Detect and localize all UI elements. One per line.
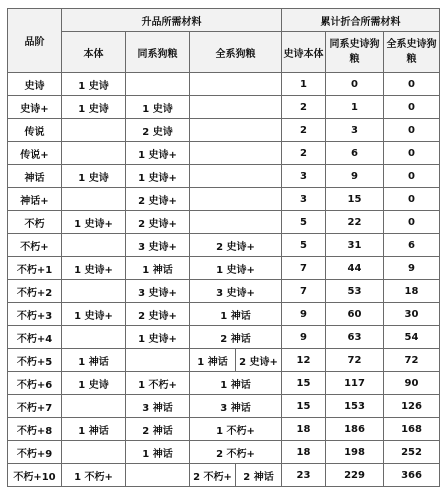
grade-cell: 不朽+6 (8, 372, 62, 395)
header-same-fodder: 同系狗粮 (126, 32, 190, 73)
all-fodder-cell: 2 不朽+ (190, 441, 282, 464)
cum-same-fodder-cell: 153 (326, 395, 384, 418)
grade-cell: 不朽+10 (8, 464, 62, 487)
cum-same-fodder-cell: 15 (326, 188, 384, 211)
cum-base-cell: 7 (282, 257, 326, 280)
base-cell (62, 119, 126, 142)
table-row (8, 303, 440, 326)
material-table-container (7, 8, 439, 487)
cum-all-fodder-cell: 9 (384, 257, 440, 280)
same-fodder-cell: 2 史诗+ (126, 188, 190, 211)
base-cell: 1 不朽+ (62, 464, 126, 487)
same-fodder-cell (126, 349, 190, 372)
table-row (8, 257, 440, 280)
cum-all-fodder-cell: 30 (384, 303, 440, 326)
all-fodder-cell-b: 2 神话 (236, 464, 282, 487)
base-cell: 1 史诗 (62, 165, 126, 188)
table-body (8, 73, 440, 487)
cum-base-cell: 2 (282, 142, 326, 165)
cum-same-fodder-cell: 198 (326, 441, 384, 464)
header-cum-base: 史诗本体 (282, 32, 326, 73)
all-fodder-cell: 1 神话 (190, 303, 282, 326)
grade-cell: 不朽+1 (8, 257, 62, 280)
table-row (8, 234, 440, 257)
grade-cell: 不朽+2 (8, 280, 62, 303)
grade-cell: 史诗 (8, 73, 62, 96)
cum-base-cell: 2 (282, 96, 326, 119)
cum-base-cell: 3 (282, 188, 326, 211)
table-row (8, 142, 440, 165)
cum-base-cell: 5 (282, 211, 326, 234)
same-fodder-cell: 1 史诗 (126, 96, 190, 119)
all-fodder-cell (190, 96, 282, 119)
same-fodder-cell: 2 史诗 (126, 119, 190, 142)
same-fodder-cell (126, 464, 190, 487)
cum-base-cell: 3 (282, 165, 326, 188)
all-fodder-cell-a: 2 不朽+ (190, 464, 236, 487)
base-cell: 1 史诗 (62, 73, 126, 96)
base-cell: 1 神话 (62, 418, 126, 441)
cum-base-cell: 18 (282, 418, 326, 441)
same-fodder-cell: 3 神话 (126, 395, 190, 418)
same-fodder-cell: 1 史诗+ (126, 165, 190, 188)
base-cell (62, 326, 126, 349)
all-fodder-cell: 2 史诗+ (190, 234, 282, 257)
grade-cell: 不朽+3 (8, 303, 62, 326)
all-fodder-cell (190, 165, 282, 188)
cum-all-fodder-cell: 366 (384, 464, 440, 487)
same-fodder-cell: 3 史诗+ (126, 234, 190, 257)
table-row (8, 349, 440, 372)
base-cell: 1 史诗 (62, 372, 126, 395)
same-fodder-cell: 2 神话 (126, 418, 190, 441)
grade-cell: 不朽+7 (8, 395, 62, 418)
all-fodder-cell: 1 史诗+ (190, 257, 282, 280)
cum-same-fodder-cell: 72 (326, 349, 384, 372)
cum-base-cell: 12 (282, 349, 326, 372)
cum-base-cell: 2 (282, 119, 326, 142)
all-fodder-cell (190, 73, 282, 96)
cum-base-cell: 9 (282, 326, 326, 349)
table-row (8, 188, 440, 211)
cum-all-fodder-cell: 54 (384, 326, 440, 349)
table-row (8, 372, 440, 395)
grade-cell: 神话 (8, 165, 62, 188)
all-fodder-cell (190, 119, 282, 142)
same-fodder-cell: 1 史诗+ (126, 326, 190, 349)
all-fodder-cell: 1 神话 (190, 372, 282, 395)
grade-cell: 不朽+8 (8, 418, 62, 441)
cum-same-fodder-cell: 186 (326, 418, 384, 441)
table-row (8, 96, 440, 119)
cum-same-fodder-cell: 117 (326, 372, 384, 395)
cum-all-fodder-cell: 0 (384, 165, 440, 188)
table-row (8, 441, 440, 464)
cum-same-fodder-cell: 60 (326, 303, 384, 326)
all-fodder-cell-b: 2 史诗+ (236, 349, 282, 372)
table-row (8, 326, 440, 349)
cum-all-fodder-cell: 168 (384, 418, 440, 441)
cum-same-fodder-cell: 229 (326, 464, 384, 487)
base-cell: 1 史诗 (62, 96, 126, 119)
all-fodder-cell-a: 1 神话 (190, 349, 236, 372)
table-row (8, 280, 440, 303)
table-row (8, 464, 440, 487)
cum-same-fodder-cell: 0 (326, 73, 384, 96)
grade-cell: 史诗+ (8, 96, 62, 119)
cum-all-fodder-cell: 0 (384, 96, 440, 119)
cum-base-cell: 7 (282, 280, 326, 303)
base-cell (62, 280, 126, 303)
header-grade: 品阶 (8, 9, 62, 73)
all-fodder-cell (190, 142, 282, 165)
grade-cell: 传说+ (8, 142, 62, 165)
cum-base-cell: 18 (282, 441, 326, 464)
cum-all-fodder-cell: 252 (384, 441, 440, 464)
same-fodder-cell: 3 史诗+ (126, 280, 190, 303)
base-cell: 1 史诗+ (62, 303, 126, 326)
cum-all-fodder-cell: 6 (384, 234, 440, 257)
table-row (8, 418, 440, 441)
same-fodder-cell: 1 神话 (126, 441, 190, 464)
cum-all-fodder-cell: 0 (384, 142, 440, 165)
cum-all-fodder-cell: 0 (384, 119, 440, 142)
grade-cell: 神话+ (8, 188, 62, 211)
cum-same-fodder-cell: 63 (326, 326, 384, 349)
same-fodder-cell: 1 不朽+ (126, 372, 190, 395)
cum-same-fodder-cell: 31 (326, 234, 384, 257)
header-all-fodder: 全系狗粮 (190, 32, 282, 73)
all-fodder-cell: 2 神话 (190, 326, 282, 349)
cum-all-fodder-cell: 0 (384, 211, 440, 234)
cum-same-fodder-cell: 1 (326, 96, 384, 119)
table-row (8, 165, 440, 188)
header-cum-all-fodder: 全系史诗狗粮 (384, 32, 440, 73)
cum-base-cell: 15 (282, 372, 326, 395)
base-cell: 1 史诗+ (62, 211, 126, 234)
grade-cell: 传说 (8, 119, 62, 142)
header-cumulative-materials: 累计折合所需材料 (282, 9, 440, 32)
grade-cell: 不朽 (8, 211, 62, 234)
base-cell (62, 188, 126, 211)
same-fodder-cell: 1 史诗+ (126, 142, 190, 165)
header-cum-same-fodder: 同系史诗狗粮 (326, 32, 384, 73)
all-fodder-cell (190, 211, 282, 234)
cum-all-fodder-cell: 90 (384, 372, 440, 395)
grade-cell: 不朽+4 (8, 326, 62, 349)
grade-cell: 不朽+5 (8, 349, 62, 372)
grade-cell: 不朽+9 (8, 441, 62, 464)
upgrade-materials-table (7, 8, 440, 487)
cum-all-fodder-cell: 18 (384, 280, 440, 303)
header-base: 本体 (62, 32, 126, 73)
base-cell: 1 神话 (62, 349, 126, 372)
cum-all-fodder-cell: 126 (384, 395, 440, 418)
header-upgrade-materials: 升品所需材料 (62, 9, 282, 32)
cum-same-fodder-cell: 53 (326, 280, 384, 303)
same-fodder-cell (126, 73, 190, 96)
base-cell (62, 142, 126, 165)
cum-same-fodder-cell: 9 (326, 165, 384, 188)
cum-base-cell: 5 (282, 234, 326, 257)
cum-all-fodder-cell: 0 (384, 188, 440, 211)
cum-all-fodder-cell: 0 (384, 73, 440, 96)
cum-base-cell: 15 (282, 395, 326, 418)
cum-all-fodder-cell: 72 (384, 349, 440, 372)
table-row (8, 395, 440, 418)
base-cell (62, 441, 126, 464)
base-cell (62, 234, 126, 257)
table-row (8, 73, 440, 96)
same-fodder-cell: 1 神话 (126, 257, 190, 280)
table-row (8, 211, 440, 234)
same-fodder-cell: 2 史诗+ (126, 211, 190, 234)
cum-base-cell: 23 (282, 464, 326, 487)
all-fodder-cell: 1 不朽+ (190, 418, 282, 441)
cum-same-fodder-cell: 22 (326, 211, 384, 234)
cum-same-fodder-cell: 44 (326, 257, 384, 280)
all-fodder-cell: 3 史诗+ (190, 280, 282, 303)
cum-base-cell: 9 (282, 303, 326, 326)
same-fodder-cell: 2 史诗+ (126, 303, 190, 326)
cum-same-fodder-cell: 6 (326, 142, 384, 165)
base-cell (62, 395, 126, 418)
all-fodder-cell: 3 神话 (190, 395, 282, 418)
table-row (8, 119, 440, 142)
grade-cell: 不朽+ (8, 234, 62, 257)
cum-same-fodder-cell: 3 (326, 119, 384, 142)
all-fodder-cell (190, 188, 282, 211)
cum-base-cell: 1 (282, 73, 326, 96)
base-cell: 1 史诗+ (62, 257, 126, 280)
